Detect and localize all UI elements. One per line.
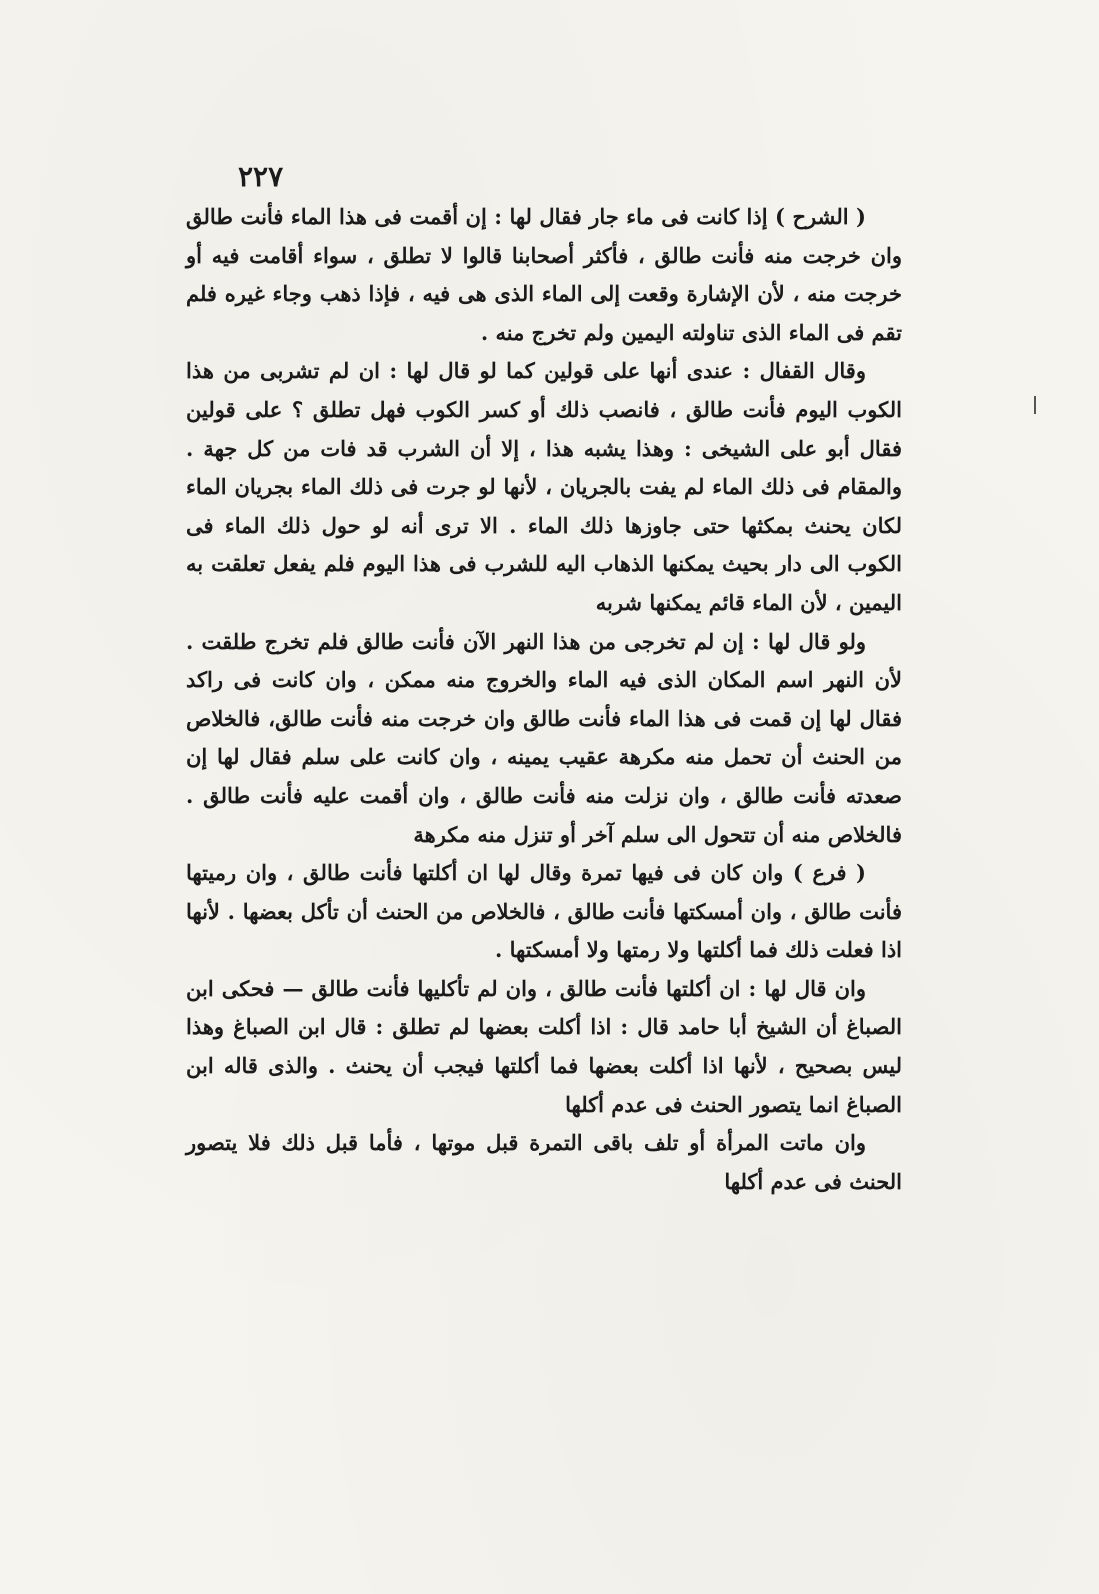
paragraph-nahr: ولو قال لها : إن لم تخرجى من هذا النهر الآن فأنت طالق فلم تخرج طلقت . لأن النهر اسم المكان الذى فيه الماء والخروج منه ممكن ، وان كانت فى راكد فقال لها إن قمت فى هذا الماء فأنت طالق وان خرجت منه فأنت طالق، فالخلاص من الحنث أن تحمل منه مكرهة عقيب يمينه ، وان كانت على سلم فقال لها إن صعدته فأنت طالق ، وان نزلت منه فأنت طالق ، وان أقمت عليه فأنت طالق . فالخلاص منه أن تتحول الى سلم آخر أو تنزل منه مكرهة <box>186 628 902 847</box>
paragraph-qaffal: وقال القفال : عندى أنها على قولين كما لو قال لها : ان لم تشربى من هذا الكوب اليوم فأنت طالق ، فانصب ذلك أو كسر الكوب فهل تطلق ؟ على قولين فقال أبو على الشيخى : وهذا يشبه هذا ، إلا أن الشرب قد فات من كل جهة . والمقام فى ذلك الماء لم يفت بالجريان ، لأنها لو جرت فى ذلك الماء بجريان الماء لكان يحنث بمكثها حتى جاوزها ذلك الماء . الا ترى أنه لو حول ذلك الماء فى الكوب الى دار بحيث يمكنها الذهاب اليه للشرب فى هذا اليوم فلم يفعل تعلقت به اليمين ، لأن الماء قائم يمكنها شربه <box>186 358 902 615</box>
paragraph-ibn-sabbagh: وان قال لها : ان أكلتها فأنت طالق ، وان لم تأكليها فأنت طالق — فحكى ابن الصباغ أن الشيخ أبا حامد قال : اذا أكلت بعضها لم تطلق : قال ابن الصباغ وهذا ليس بصحيح ، لأنها اذا أكلت بعضها فما أكلتها فيجب أن يحنث . والذى قاله ابن الصباغ انما يتصور الحنث فى عدم أكلها <box>186 975 902 1117</box>
page-number: ٢٢٧ <box>238 160 284 193</box>
text-body <box>186 198 902 1201</box>
margin-mark <box>1034 396 1036 414</box>
paragraph-death: وان ماتت المرأة أو تلف باقى التمرة قبل موتها ، فأما قبل ذلك فلا يتصور الحنث فى عدم أكلها <box>186 1130 902 1194</box>
paragraph-sharh: ( الشرح ) إذا كانت فى ماء جار فقال لها : إن أقمت فى هذا الماء فأنت طالق وان خرجت منه فأنت طالق ، فأكثر أصحابنا قالوا لا تطلق ، سواء أقامت فيه أو خرجت منه ، لأن الإشارة وقعت إلى الماء الذى هى فيه ، فإذا ذهب وجاء غيره فلم تقم فى الماء الذى تناولته اليمين ولم تخرج منه . <box>186 204 902 345</box>
paragraph-far: ( فرع ) وان كان فى فيها تمرة وقال لها ان أكلتها فأنت طالق ، وان رميتها فأنت طالق ، وان أمسكتها فأنت طالق ، فالخلاص من الحنث أن تأكل بعضها . لأنها اذا فعلت ذلك فما أكلتها ولا رمتها ولا أمسكتها . <box>186 860 902 963</box>
